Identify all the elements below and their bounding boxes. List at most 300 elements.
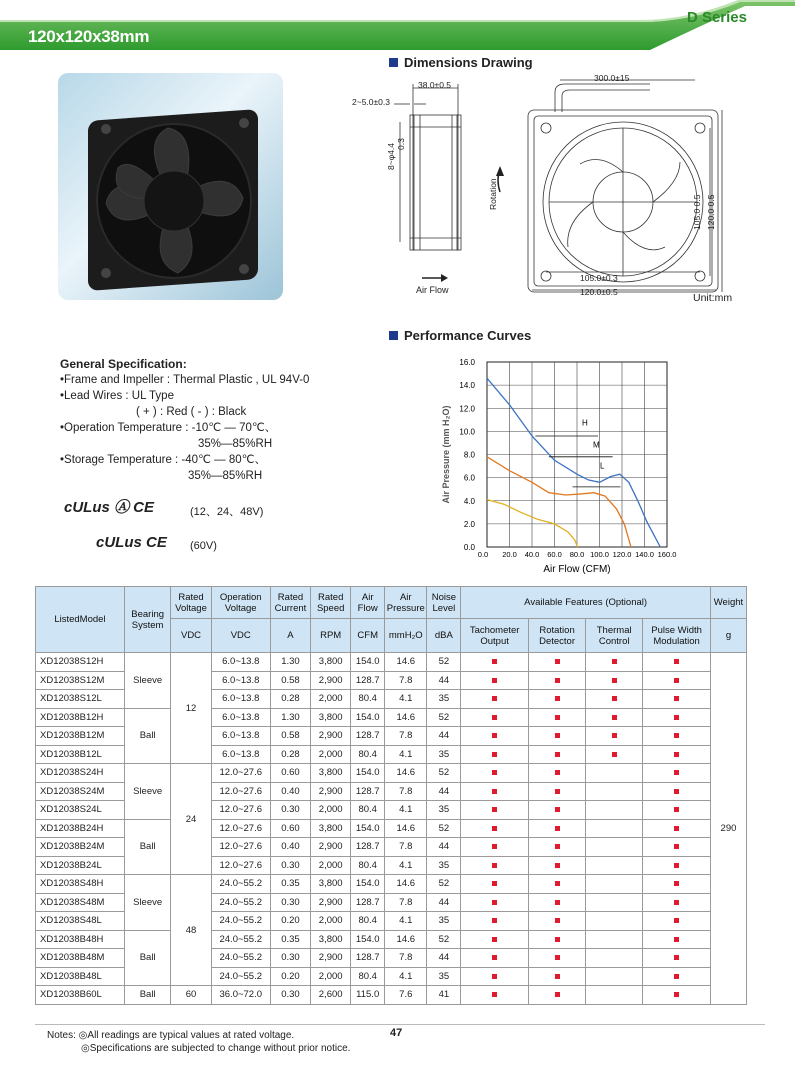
performance-heading: [389, 328, 531, 343]
cell-model: XD12038S48L: [36, 912, 125, 931]
hdr-voltage: Rated Voltage: [171, 587, 211, 619]
dim-300: 300.0±15: [594, 73, 630, 83]
cell-model: XD12038S48H: [36, 875, 125, 894]
feature-available-marker: [492, 789, 497, 794]
cell-speed: 2,900: [311, 727, 351, 746]
cell-flow: 154.0: [351, 819, 385, 838]
cell-feature: [586, 708, 643, 727]
cell-op-voltage: 12.0~27.6: [211, 782, 270, 801]
feature-available-marker: [555, 918, 560, 923]
dim-105-v: 105.0 0.5: [692, 194, 702, 230]
x-tick-label: 120.0: [612, 550, 632, 559]
cell-rated-voltage: 60: [171, 986, 211, 1005]
feature-available-marker: [612, 659, 617, 664]
feature-available-marker: [555, 733, 560, 738]
feature-available-marker: [555, 659, 560, 664]
x-tick-label: 20.0: [502, 550, 517, 559]
x-tick-label: 160.0: [657, 550, 677, 559]
cell-noise: 52: [427, 764, 461, 783]
feature-available-marker: [492, 974, 497, 979]
table-row: [36, 708, 747, 727]
hdr-flow: Air Flow: [351, 587, 385, 619]
cell-pressure: 4.1: [385, 912, 427, 931]
feature-available-marker: [674, 900, 679, 905]
feature-rotation: Rotation Detector: [528, 619, 585, 653]
feature-available-marker: [492, 844, 497, 849]
cell-feature: [643, 986, 711, 1005]
spec-st-rh: 35%—85%RH: [188, 470, 263, 482]
y-axis-label: Air Pressure (mm H₂O): [441, 405, 451, 504]
feature-available-marker: [555, 937, 560, 942]
feature-available-marker: [612, 678, 617, 683]
unit-current: A: [270, 619, 310, 653]
cell-feature: [461, 912, 529, 931]
cell-speed: 3,800: [311, 764, 351, 783]
cell-flow: 154.0: [351, 930, 385, 949]
feature-available-marker: [492, 918, 497, 923]
unit-weight: g: [710, 619, 746, 653]
cell-flow: 154.0: [351, 653, 385, 672]
cell-feature: [643, 967, 711, 986]
cell-feature: [586, 745, 643, 764]
cell-model: XD12038S48M: [36, 893, 125, 912]
x-axis-label: Air Flow (CFM): [543, 564, 611, 575]
cell-flow: 128.7: [351, 838, 385, 857]
cell-speed: 2,000: [311, 690, 351, 709]
cell-model: XD12038B24L: [36, 856, 125, 875]
feature-available-marker: [492, 659, 497, 664]
cell-feature: [586, 986, 643, 1005]
spec-lead: •Lead Wires : UL Type: [60, 390, 174, 402]
feature-available-marker: [555, 770, 560, 775]
heading-square-icon: [389, 58, 398, 67]
cell-flow: 154.0: [351, 708, 385, 727]
cell-noise: 44: [427, 949, 461, 968]
cell-feature: [643, 690, 711, 709]
dimensions-heading-text: Dimensions Drawing: [404, 55, 533, 70]
hdr-model: ListedModel: [36, 587, 125, 653]
feature-available-marker: [492, 992, 497, 997]
cell-feature: [586, 764, 643, 783]
feature-available-marker: [555, 807, 560, 812]
cell-feature: [528, 875, 585, 894]
cell-speed: 2,900: [311, 838, 351, 857]
cell-current: 1.30: [270, 708, 310, 727]
cell-op-voltage: 36.0~72.0: [211, 986, 270, 1005]
cell-speed: 2,000: [311, 912, 351, 931]
cell-feature: [643, 745, 711, 764]
spec-frame: •Frame and Impeller : Thermal Plastic , UL 94V-0: [60, 374, 310, 386]
cell-rated-voltage: 24: [171, 764, 211, 875]
feature-available-marker: [492, 770, 497, 775]
y-tick-label: 2.0: [463, 519, 475, 529]
hdr-speed: Rated Speed: [311, 587, 351, 619]
series-label: D Series: [686, 9, 747, 26]
cell-noise: 44: [427, 838, 461, 857]
y-tick-label: 4.0: [463, 496, 475, 506]
cell-pressure: 14.6: [385, 819, 427, 838]
cell-pressure: 7.8: [385, 949, 427, 968]
cell-feature: [643, 764, 711, 783]
cell-feature: [643, 708, 711, 727]
cell-noise: 52: [427, 708, 461, 727]
cell-pressure: 14.6: [385, 875, 427, 894]
cell-pressure: 4.1: [385, 690, 427, 709]
feature-available-marker: [555, 974, 560, 979]
cell-feature: [586, 949, 643, 968]
feature-available-marker: [555, 955, 560, 960]
cell-current: 0.35: [270, 930, 310, 949]
cell-current: 0.40: [270, 782, 310, 801]
general-specification: [60, 356, 309, 484]
series-label-l: L: [600, 461, 605, 471]
cell-bearing: Sleeve: [124, 764, 171, 820]
dim-38: 38.0±0.5: [418, 80, 452, 90]
cell-pressure: 7.8: [385, 838, 427, 857]
cell-feature: [586, 653, 643, 672]
feature-available-marker: [674, 659, 679, 664]
cell-noise: 52: [427, 653, 461, 672]
cell-feature: [461, 856, 529, 875]
feature-available-marker: [674, 715, 679, 720]
cell-model: XD12038B12L: [36, 745, 125, 764]
spec-lead-colors: ( + ) : Red ( - ) : Black: [136, 406, 247, 418]
cell-flow: 128.7: [351, 782, 385, 801]
unit-speed: RPM: [311, 619, 351, 653]
cell-feature: [586, 727, 643, 746]
cell-op-voltage: 6.0~13.8: [211, 671, 270, 690]
cell-model: XD12038S24H: [36, 764, 125, 783]
cell-op-voltage: 12.0~27.6: [211, 801, 270, 820]
cell-speed: 2,900: [311, 671, 351, 690]
cell-weight: 290: [710, 653, 746, 1005]
feature-available-marker: [492, 733, 497, 738]
cell-feature: [528, 856, 585, 875]
cell-speed: 2,000: [311, 856, 351, 875]
cell-noise: 52: [427, 819, 461, 838]
hdr-features: Available Features (Optional): [461, 587, 711, 619]
cell-feature: [643, 949, 711, 968]
feature-available-marker: [674, 881, 679, 886]
feature-available-marker: [674, 974, 679, 979]
cell-feature: [461, 782, 529, 801]
cell-current: 0.30: [270, 986, 310, 1005]
cell-current: 0.20: [270, 967, 310, 986]
cell-feature: [586, 912, 643, 931]
cell-flow: 154.0: [351, 764, 385, 783]
cell-model: XD12038S12H: [36, 653, 125, 672]
feature-available-marker: [674, 937, 679, 942]
x-tick-label: 100.0: [590, 550, 609, 559]
cell-flow: 80.4: [351, 690, 385, 709]
feature-available-marker: [492, 715, 497, 720]
feature-available-marker: [674, 696, 679, 701]
unit-voltage: VDC: [171, 619, 211, 653]
cell-model: XD12038B24M: [36, 838, 125, 857]
cell-feature: [461, 671, 529, 690]
cell-speed: 2,000: [311, 745, 351, 764]
y-tick-label: 10.0: [459, 427, 475, 437]
feature-available-marker: [492, 881, 497, 886]
cell-model: XD12038B24H: [36, 819, 125, 838]
cell-noise: 44: [427, 671, 461, 690]
unit-op-voltage: VDC: [211, 619, 270, 653]
cell-feature: [586, 856, 643, 875]
cell-flow: 128.7: [351, 727, 385, 746]
cell-bearing: Sleeve: [124, 875, 171, 931]
spec-st-temp: •Storage Temperature : -40℃ — 80℃、: [60, 454, 267, 466]
feature-available-marker: [492, 937, 497, 942]
cell-model: XD12038B60L: [36, 986, 125, 1005]
cell-pressure: 4.1: [385, 801, 427, 820]
unit-pressure: mmH₂O: [385, 619, 427, 653]
cell-noise: 35: [427, 912, 461, 931]
cell-flow: 80.4: [351, 745, 385, 764]
cell-pressure: 7.8: [385, 893, 427, 912]
cell-noise: 35: [427, 690, 461, 709]
page-header: [0, 0, 795, 52]
cell-pressure: 7.8: [385, 671, 427, 690]
cell-feature: [528, 949, 585, 968]
feature-available-marker: [555, 826, 560, 831]
cell-feature: [528, 782, 585, 801]
performance-heading-text: Performance Curves: [404, 328, 532, 343]
cell-feature: [461, 708, 529, 727]
y-tick-label: 16.0: [459, 358, 475, 367]
cell-pressure: 14.6: [385, 653, 427, 672]
cell-speed: 2,900: [311, 949, 351, 968]
cell-bearing: Ball: [124, 708, 171, 764]
cell-model: XD12038B12M: [36, 727, 125, 746]
cell-current: 1.30: [270, 653, 310, 672]
y-tick-label: 12.0: [459, 404, 475, 414]
feature-available-marker: [555, 696, 560, 701]
cell-feature: [586, 690, 643, 709]
note-1: Notes: ◎All readings are typical values at rated voltage.: [47, 1030, 295, 1041]
cell-current: 0.30: [270, 893, 310, 912]
cell-op-voltage: 24.0~55.2: [211, 875, 270, 894]
cell-flow: 128.7: [351, 671, 385, 690]
feature-available-marker: [555, 844, 560, 849]
cell-feature: [528, 690, 585, 709]
cell-feature: [643, 893, 711, 912]
cell-feature: [643, 801, 711, 820]
cell-op-voltage: 24.0~55.2: [211, 893, 270, 912]
cell-flow: 80.4: [351, 967, 385, 986]
y-tick-label: 6.0: [463, 473, 475, 483]
cell-flow: 80.4: [351, 801, 385, 820]
feature-available-marker: [674, 863, 679, 868]
cell-op-voltage: 6.0~13.8: [211, 708, 270, 727]
cell-op-voltage: 6.0~13.8: [211, 653, 270, 672]
hdr-op-voltage: Operation Voltage: [211, 587, 270, 619]
cell-feature: [586, 967, 643, 986]
cell-current: 0.60: [270, 764, 310, 783]
spec-table: [35, 586, 747, 1005]
cell-pressure: 14.6: [385, 930, 427, 949]
cell-feature: [461, 801, 529, 820]
cell-op-voltage: 6.0~13.8: [211, 727, 270, 746]
table-row: [36, 986, 747, 1005]
feature-available-marker: [492, 678, 497, 683]
cell-model: XD12038B48H: [36, 930, 125, 949]
feature-available-marker: [492, 826, 497, 831]
cell-feature: [528, 708, 585, 727]
cell-bearing: Ball: [124, 930, 171, 986]
cell-noise: 44: [427, 727, 461, 746]
cell-current: 0.30: [270, 949, 310, 968]
fan-illustration: [58, 73, 283, 300]
performance-chart: [430, 352, 710, 577]
cell-noise: 35: [427, 745, 461, 764]
cell-op-voltage: 6.0~13.8: [211, 745, 270, 764]
feature-available-marker: [674, 826, 679, 831]
feature-available-marker: [492, 807, 497, 812]
feature-available-marker: [612, 752, 617, 757]
table-row: [36, 819, 747, 838]
dim-120-v: 120.0 0.5: [706, 194, 716, 230]
cell-feature: [528, 986, 585, 1005]
cell-pressure: 14.6: [385, 708, 427, 727]
feature-available-marker: [555, 752, 560, 757]
cell-feature: [461, 930, 529, 949]
cell-noise: 35: [427, 801, 461, 820]
dim-120-h: 120.0±0.5: [580, 287, 618, 297]
cell-feature: [461, 690, 529, 709]
cell-feature: [528, 671, 585, 690]
feature-thermal: Thermal Control: [586, 619, 643, 653]
cell-feature: [528, 912, 585, 931]
feature-pwm: Pulse Width Modulation: [643, 619, 711, 653]
cell-speed: 3,800: [311, 653, 351, 672]
table-row: [36, 930, 747, 949]
cell-bearing: Ball: [124, 819, 171, 875]
y-tick-label: 8.0: [463, 450, 475, 460]
cell-op-voltage: 24.0~55.2: [211, 967, 270, 986]
cell-current: 0.35: [270, 875, 310, 894]
dim-0-3: 0.3: [396, 138, 406, 150]
feature-available-marker: [674, 918, 679, 923]
cell-feature: [461, 653, 529, 672]
cell-flow: 115.0: [351, 986, 385, 1005]
cell-op-voltage: 12.0~27.6: [211, 838, 270, 857]
hdr-noise: Noise Level: [427, 587, 461, 619]
cell-flow: 128.7: [351, 949, 385, 968]
product-photo: [58, 73, 283, 300]
cell-flow: 80.4: [351, 856, 385, 875]
dim-2-5: 2~5.0±0.3: [352, 97, 390, 107]
unit-label: Unit:mm: [693, 292, 733, 304]
cell-pressure: 4.1: [385, 745, 427, 764]
cell-current: 0.28: [270, 690, 310, 709]
cell-feature: [461, 745, 529, 764]
hdr-pressure: Air Pressure: [385, 587, 427, 619]
dim-105-h: 105.0±0.3: [580, 273, 618, 283]
cell-feature: [528, 745, 585, 764]
x-tick-label: 140.0: [635, 550, 654, 559]
cell-feature: [528, 653, 585, 672]
page-number: 47: [390, 1027, 403, 1039]
feature-available-marker: [555, 900, 560, 905]
cell-speed: 3,800: [311, 875, 351, 894]
x-tick-label: 40.0: [524, 550, 540, 559]
dimensions-heading: [389, 55, 533, 70]
cert-voltages-2: (60V): [190, 540, 217, 552]
cell-model: XD12038B48M: [36, 949, 125, 968]
cell-op-voltage: 12.0~27.6: [211, 856, 270, 875]
cell-noise: 35: [427, 856, 461, 875]
feature-available-marker: [555, 881, 560, 886]
cell-op-voltage: 6.0~13.8: [211, 690, 270, 709]
cell-feature: [643, 912, 711, 931]
y-tick-label: 14.0: [459, 381, 475, 391]
cell-model: XD12038S24M: [36, 782, 125, 801]
cell-model: XD12038B48L: [36, 967, 125, 986]
feature-available-marker: [674, 789, 679, 794]
cell-current: 0.30: [270, 856, 310, 875]
cell-current: 0.28: [270, 745, 310, 764]
cell-feature: [586, 782, 643, 801]
feature-available-marker: [674, 733, 679, 738]
cell-feature: [461, 893, 529, 912]
feature-available-marker: [674, 992, 679, 997]
cell-pressure: 4.1: [385, 856, 427, 875]
cell-feature: [461, 949, 529, 968]
cell-feature: [461, 838, 529, 857]
x-tick-label: 80.0: [569, 550, 585, 559]
spec-op-temp: •Operation Temperature : -10℃ — 70℃、: [60, 422, 277, 434]
rotation-label: Rotation: [488, 178, 498, 210]
cell-current: 0.60: [270, 819, 310, 838]
feature-tach: Tachometer Output: [461, 619, 529, 653]
footer-divider: [35, 1024, 765, 1025]
cell-feature: [528, 838, 585, 857]
cell-flow: 80.4: [351, 912, 385, 931]
cell-feature: [586, 875, 643, 894]
cell-feature: [586, 893, 643, 912]
table-row: [36, 875, 747, 894]
cell-rated-voltage: 12: [171, 653, 211, 764]
feature-available-marker: [674, 844, 679, 849]
cell-feature: [643, 671, 711, 690]
cell-feature: [643, 819, 711, 838]
cell-flow: 154.0: [351, 875, 385, 894]
cell-feature: [528, 893, 585, 912]
cell-model: XD12038S24L: [36, 801, 125, 820]
unit-noise: dBA: [427, 619, 461, 653]
cell-feature: [461, 986, 529, 1005]
page-title: 120x120x38mm: [28, 27, 150, 46]
cell-model: XD12038B12H: [36, 708, 125, 727]
cell-current: 0.30: [270, 801, 310, 820]
cell-speed: 3,800: [311, 930, 351, 949]
cell-current: 0.58: [270, 671, 310, 690]
feature-available-marker: [674, 770, 679, 775]
note-2: ◎Specifications are subjected to change without prior notice.: [81, 1043, 351, 1054]
cell-speed: 3,800: [311, 708, 351, 727]
cell-speed: 2,000: [311, 967, 351, 986]
y-tick-label: 0.0: [463, 543, 475, 552]
cell-noise: 35: [427, 967, 461, 986]
unit-flow: CFM: [351, 619, 385, 653]
cell-feature: [461, 875, 529, 894]
cell-feature: [643, 727, 711, 746]
cell-feature: [528, 801, 585, 820]
cert-logo-1: cULus Ⓐ CE: [64, 499, 155, 516]
cell-feature: [643, 875, 711, 894]
cell-feature: [528, 930, 585, 949]
x-tick-label: 60.0: [547, 550, 562, 559]
